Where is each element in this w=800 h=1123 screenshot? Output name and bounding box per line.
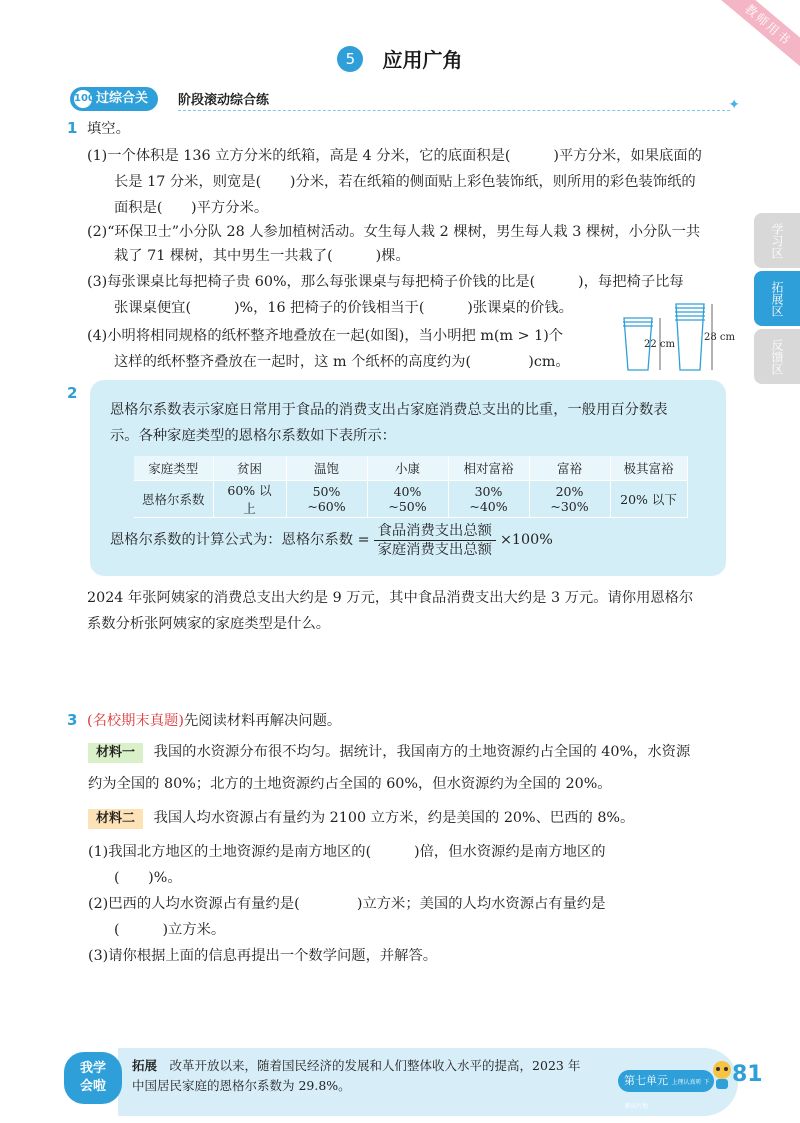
material-2-text: 我国人均水资源占有量约为 2100 立方米，约是美国的 20%、巴西的 8%。 — [153, 810, 635, 826]
lesson-number-badge: 5 — [337, 46, 363, 72]
formula-numerator: 食品消费支出总额 — [374, 522, 496, 541]
formula-suffix: ×100% — [499, 532, 553, 548]
q1-line: 这样的纸杯整齐叠放在一起时，这 m 个纸杯的高度约为( )cm。 — [114, 354, 570, 370]
unit-label: 第七单元 — [624, 1074, 668, 1087]
material-1-text: 我国的水资源分布很不均匀。据统计，我国南方的土地资源约占全国的 40%，水资源 — [153, 744, 691, 760]
q1-line: 栽了 71 棵树，其中男生一共栽了( )棵。 — [114, 248, 410, 264]
engel-intro-line: 示。各种家庭类型的恩格尔系数如下表所示： — [110, 428, 396, 444]
q1-line: 张课桌便宜( )%，16 把椅子的价钱相当于( )张课桌的价钱。 — [114, 300, 573, 316]
q1-line: (3)每张课桌比每把椅子贵 60%，那么每张课桌与每把椅子价钱的比是( )，每把椅子比每 — [87, 274, 684, 290]
page-number: 81 — [732, 1062, 763, 1087]
table-header-cell: 小康 — [367, 456, 448, 481]
table-cell: 50% ~60% — [286, 481, 367, 518]
q1-line: (1)一个体积是 136 立方分米的纸箱，高是 4 分米，它的底面积是( )平方分米，如果底面的 — [87, 148, 702, 164]
stacked-cups-figure — [618, 296, 743, 376]
question-3-number: 3 — [67, 711, 78, 729]
tab-feedback-area[interactable]: 反馈区 — [754, 329, 800, 384]
cup-height-right-label: 28 cm — [704, 332, 735, 343]
question-1-number: 1 — [67, 119, 78, 137]
q1-line: 面积是( )平方分米。 — [114, 200, 269, 216]
q3-sub-line: ( )立方米。 — [114, 922, 226, 938]
table-cell: 恩格尔系数 — [134, 481, 213, 518]
logo-line: 我学 — [79, 1061, 106, 1076]
table-cell: 40% ~50% — [367, 481, 448, 518]
hundred-icon: 100 — [74, 90, 92, 108]
section-divider — [178, 110, 730, 111]
q2-question-line: 2024 年张阿姨家的消费总支出大约是 9 万元，其中食品消费支出大约是 3 万元。请你用恩格尔 — [87, 590, 694, 606]
side-tabs — [754, 213, 800, 387]
tab-study-area[interactable]: 学习区 — [754, 213, 800, 268]
page-title — [0, 44, 800, 73]
material-1-label: 材料一 — [88, 743, 143, 763]
section-header — [70, 87, 740, 113]
exam-source-tag: (名校期末真题) — [87, 713, 184, 729]
cup-height-left-label: 22 cm — [644, 339, 675, 350]
logo-line: 会啦 — [79, 1079, 106, 1094]
table-header-cell: 相对富裕 — [448, 456, 529, 481]
table-cell: 30% ~40% — [448, 481, 529, 518]
formula-denominator: 家庭消费支出总额 — [377, 541, 492, 558]
question-1-stem: 填空。 — [87, 121, 130, 137]
cup-stack-tall — [676, 304, 704, 370]
formula-prefix: 恩格尔系数的计算公式为：恩格尔系数 = — [110, 532, 370, 548]
q3-sub-line: ( )%。 — [114, 870, 182, 886]
lesson-title: 应用广角 — [382, 48, 463, 72]
q1-line: 长是 17 分米，则宽是( )分米，若在纸箱的侧面贴上彩色装饰纸，则所用的彩色装饰纸的 — [114, 174, 696, 190]
table-row — [134, 481, 687, 518]
material-1-line: 约为全国的 80%；北方的土地资源约占全国的 60%，但水资源约为全国的 20%。 — [88, 776, 612, 792]
engel-intro-line: 恩格尔系数表示家庭日常用于食品的消费支出占家庭消费总支出的比重，一般用百分数表 — [110, 402, 668, 418]
star-icon: ✦ — [728, 97, 740, 113]
material-2-label: 材料二 — [88, 809, 143, 829]
q3-sub-line: (1)我国北方地区的土地资源约是南方地区的( )倍，但水资源约是南方地区的 — [88, 844, 606, 860]
q3-sub-line: (2)巴西的人均水资源占有量约是( )立方米；美国的人均水资源占有量约是 — [88, 896, 606, 912]
q3-sub-line: (3)请你根据上面的信息再提出一个数学问题，并解答。 — [88, 948, 438, 964]
question-3-text: 先阅读材料再解决问题。 — [183, 713, 342, 729]
table-header-cell: 家庭类型 — [134, 456, 213, 481]
q1-line: (4)小明将相同规格的纸杯整齐地叠放在一起(如图)，当小明把 m(m > 1)个 — [87, 328, 564, 344]
section-subtitle: 阶段滚动综合练 — [178, 93, 270, 108]
formula-fraction — [374, 522, 496, 559]
tab-extension-area[interactable]: 拓展区 — [754, 271, 800, 326]
footer-logo — [64, 1052, 122, 1104]
page-footer — [0, 1044, 800, 1123]
table-cell: 20% 以下 — [610, 481, 687, 518]
section-badge — [70, 87, 158, 111]
engel-formula — [110, 520, 553, 560]
material-1 — [88, 742, 690, 763]
q2-question-line: 系数分析张阿姨家的家庭类型是什么。 — [87, 616, 331, 632]
table-cell: 20% ~30% — [529, 481, 610, 518]
table-cell: 60% 以上 — [213, 481, 286, 518]
table-header-cell: 极其富裕 — [610, 456, 687, 481]
extend-label: 拓展 — [132, 1058, 158, 1073]
question-3-stem — [87, 711, 341, 731]
teacher-edition-ribbon: 教师用书 — [715, 0, 800, 72]
material-2 — [88, 808, 634, 829]
table-row — [134, 456, 687, 481]
question-2-number: 2 — [67, 384, 78, 402]
q1-line: (2)“环保卫士”小分队 28 人参加植树活动。女生每人栽 2 棵树，男生每人栽 3 棵树，小分队一共 — [87, 224, 701, 240]
table-header-cell: 富裕 — [529, 456, 610, 481]
footer-extension-note — [132, 1056, 612, 1096]
section-badge-label: 过综合关 — [96, 91, 149, 106]
engel-table — [134, 456, 688, 518]
table-header-cell: 贫困 — [213, 456, 286, 481]
extend-line: 改革开放以来，随着国民经济的发展和人们整体收入水平的提高，2023 年 — [169, 1058, 581, 1073]
unit-slogan: 上理认真听 下课高兴地 — [624, 1079, 710, 1110]
unit-pill — [618, 1070, 714, 1110]
table-header-cell: 温饱 — [286, 456, 367, 481]
extend-line: 中国居民家庭的恩格尔系数为 29.8%。 — [132, 1078, 351, 1093]
